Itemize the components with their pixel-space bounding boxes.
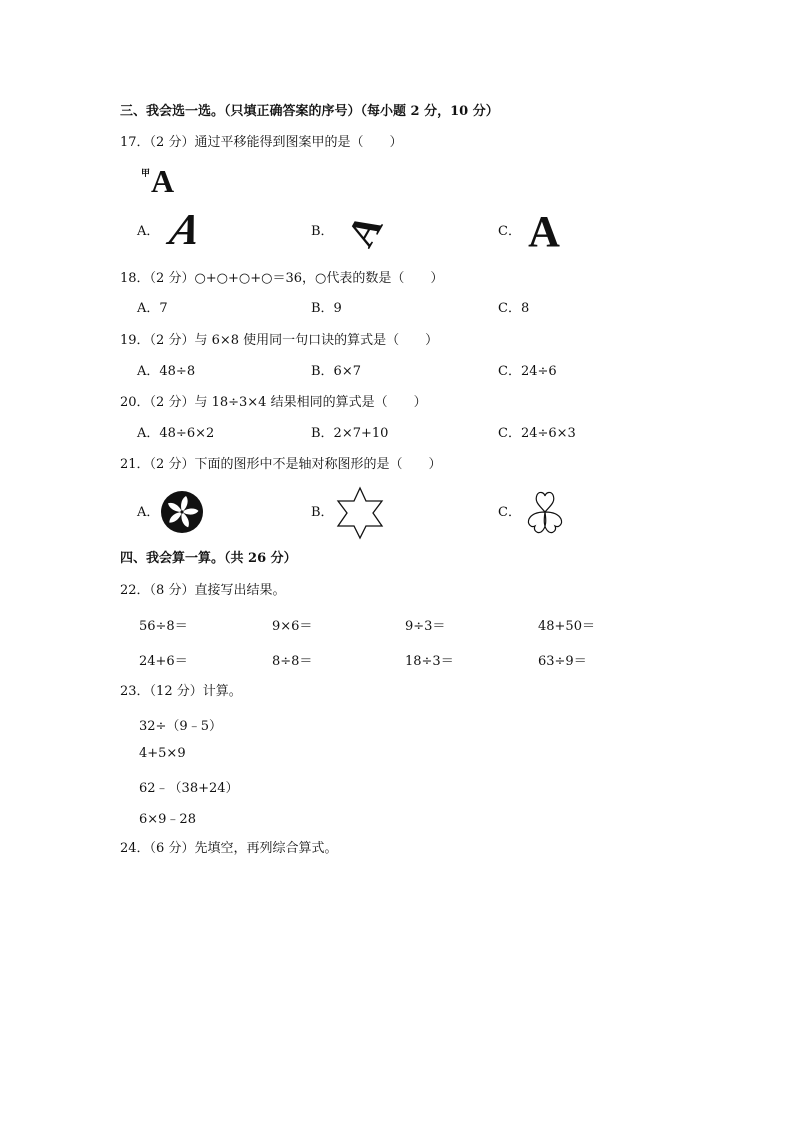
q19-option-a: A．48÷8 xyxy=(137,364,196,379)
q21-option-c-label: C． xyxy=(498,505,521,520)
svg-text:A: A xyxy=(337,206,392,255)
q22-r1-c4: 48+50＝ xyxy=(538,619,595,634)
q20-option-a: A．48÷6×2 xyxy=(137,426,215,441)
q19-option-b: B．6×7 xyxy=(311,364,361,379)
q22-r2-c1: 24+6＝ xyxy=(139,654,188,669)
q19-option-c: C．24÷6 xyxy=(498,364,557,379)
question-17-stem: 17．（2 分）通过平移能得到图案甲的是（ ） xyxy=(120,135,403,150)
q23-item-2: 4+5×9 xyxy=(139,746,186,761)
q18-option-b: B．9 xyxy=(311,301,342,316)
q18-option-c: C．8 xyxy=(498,301,530,316)
section-4-title: 四、我会算一算。（共 26 分） xyxy=(120,551,297,566)
q21-option-a-label: A． xyxy=(137,505,160,520)
q23-item-3: 62﹣（38+24） xyxy=(139,781,239,796)
q22-r1-c3: 9÷3＝ xyxy=(405,619,446,634)
q17-option-c-label: C． xyxy=(498,224,521,239)
q22-r2-c2: 8÷8＝ xyxy=(272,654,313,669)
q20-option-c: C．24÷6×3 xyxy=(498,426,576,441)
question-19-stem: 19．（2 分）与 6×8 使用同一句口诀的算式是（ ） xyxy=(120,333,439,348)
q22-r1-c1: 56÷8＝ xyxy=(139,619,188,634)
question-23-stem: 23．（12 分）计算。 xyxy=(120,684,242,699)
question-21-stem: 21．（2 分）下面的图形中不是轴对称图形的是（ ） xyxy=(120,457,442,472)
q21-option-b-label: B． xyxy=(311,505,334,520)
svg-text:A: A xyxy=(165,204,206,254)
q17-option-b-label: B． xyxy=(311,224,334,239)
svg-text:A: A xyxy=(151,163,175,199)
q23-item-1: 32÷（9﹣5） xyxy=(139,719,222,734)
figure-label-jia: 甲 xyxy=(141,169,151,179)
letter-a-rotated-icon xyxy=(165,204,206,254)
q22-r2-c4: 63÷9＝ xyxy=(538,654,587,669)
question-18-stem: 18．（2 分）○+○+○+○＝36，○代表的数是（ ） xyxy=(120,271,444,286)
letter-a-flipped-icon xyxy=(337,206,392,255)
question-24-stem: 24．（6 分）先填空，再列综合算式。 xyxy=(120,841,338,856)
letter-a-translated-icon xyxy=(524,206,564,256)
q20-option-b: B．2×7+10 xyxy=(311,426,389,441)
svg-text:A: A xyxy=(528,207,560,256)
letter-a-original-icon xyxy=(149,163,189,199)
q23-item-4: 6×9﹣28 xyxy=(139,812,196,827)
q17-option-a-label: A． xyxy=(137,224,160,239)
question-20-stem: 20．（2 分）与 18÷3×4 结果相同的算式是（ ） xyxy=(120,395,427,410)
three-leaf-clover-icon xyxy=(520,488,570,536)
q18-option-a: A．7 xyxy=(137,301,168,316)
q22-r2-c3: 18÷3＝ xyxy=(405,654,454,669)
section-3-title: 三、我会选一选。（只填正确答案的序号）（每小题 2 分，10 分） xyxy=(120,104,499,119)
question-22-stem: 22．（8 分）直接写出结果。 xyxy=(120,583,286,598)
bauhinia-flower-icon xyxy=(160,490,204,534)
q22-r1-c2: 9×6＝ xyxy=(272,619,313,634)
six-point-star-icon xyxy=(334,486,386,540)
